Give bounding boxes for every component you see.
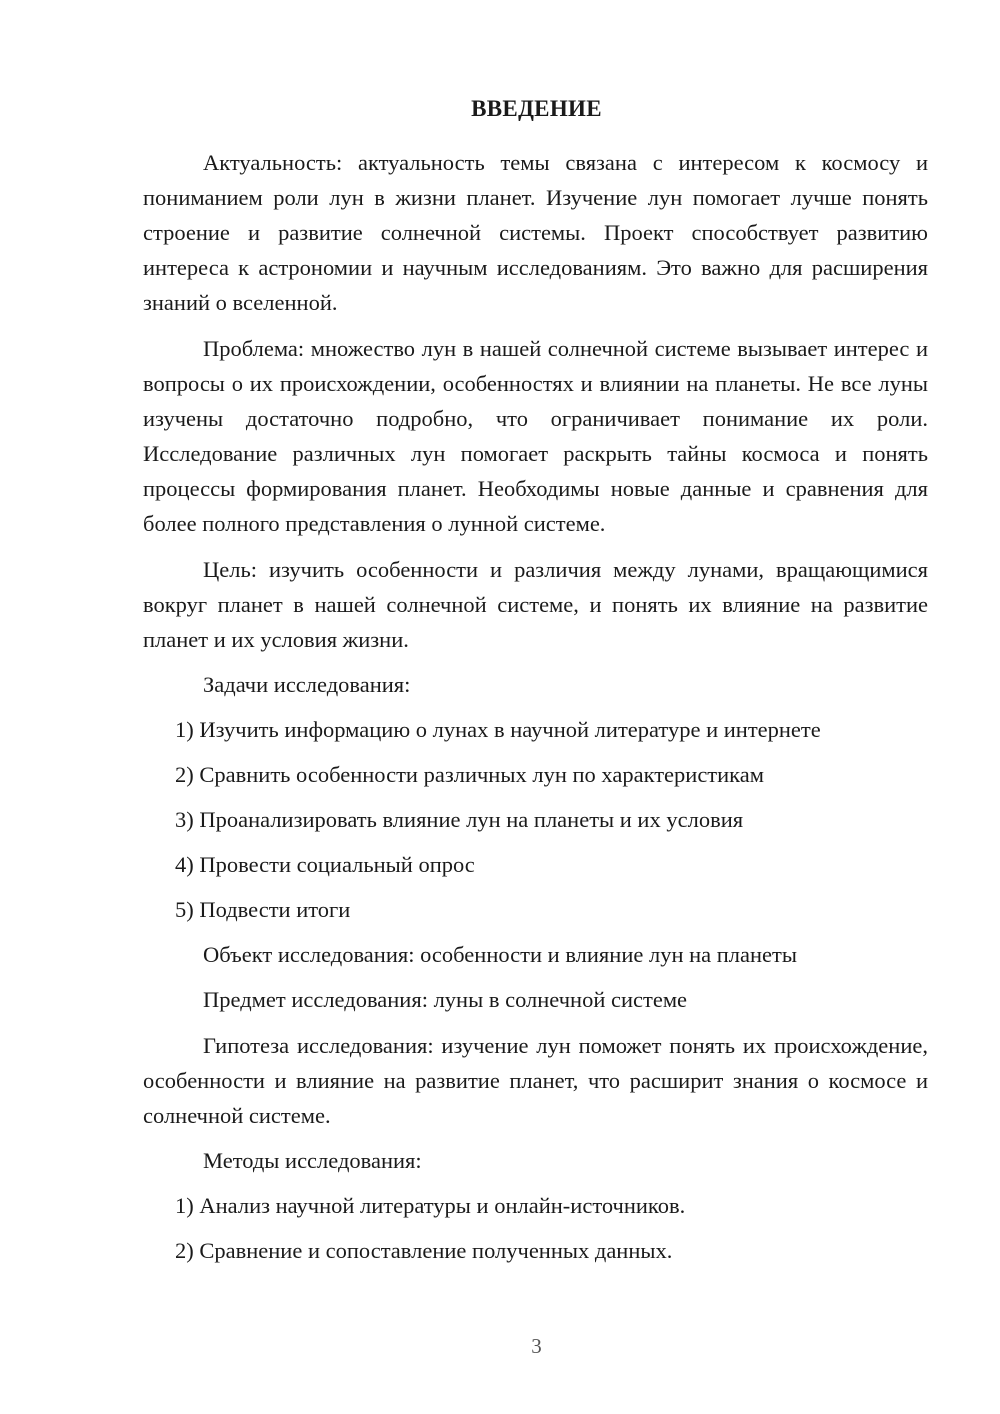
method-item: 2) Сравнение и сопоставление полученных данных. — [175, 1238, 673, 1263]
page-title: ВВЕДЕНИЕ — [471, 96, 602, 121]
object-line: Объект исследования: особенности и влияние лун на планеты — [203, 942, 797, 967]
page-number: 3 — [531, 1334, 542, 1358]
methods-heading: Методы исследования: — [203, 1148, 422, 1173]
task-item: 1) Изучить информацию о лунах в научной литературе и интернете — [175, 717, 821, 742]
tasks-heading: Задачи исследования: — [203, 672, 411, 697]
task-item: 4) Провести социальный опрос — [175, 852, 475, 877]
body-text — [143, 145, 928, 1268]
method-item: 1) Анализ научной литературы и онлайн-источников. — [175, 1193, 686, 1218]
relevance-paragraph: Актуальность: актуальность темы связана с интересом к космосу и пониманием роли лун в жизни планет. Изучение лун помогает лучше понять строение и развитие солнечной системы. Проект способствует развитию интереса к астрономии и научным исследованиям. Это важно для расширения знаний о вселенной. — [143, 150, 928, 315]
subject-line: Предмет исследования: луны в солнечной системе — [203, 987, 688, 1012]
task-item: 5) Подвести итоги — [175, 897, 351, 922]
goal-paragraph: Цель: изучить особенности и различия между лунами, вращающимися вокруг планет в нашей солнечной системе, и понять их влияние на развитие планет и их условия жизни. — [143, 557, 928, 652]
problem-paragraph: Проблема: множество лун в нашей солнечной системе вызывает интерес и вопросы о их происхождении, особенностях и влиянии на планеты. Не все луны изучены достаточно подробно, что ограничивает понимание их роли. Исследование различных лун помогает раскрыть тайны космоса и понять процессы формирования планет. Необходимы новые данные и сравнения для более полного представления о лунной системе. — [143, 336, 928, 536]
task-item: 3) Проанализировать влияние лун на планеты и их условия — [175, 807, 744, 832]
task-item: 2) Сравнить особенности различных лун по характеристикам — [175, 762, 764, 787]
hypothesis-paragraph: Гипотеза исследования: изучение лун поможет понять их происхождение, особенности и влияние на развитие планет, что расширит знания о космосе и солнечной системе. — [143, 1033, 928, 1128]
